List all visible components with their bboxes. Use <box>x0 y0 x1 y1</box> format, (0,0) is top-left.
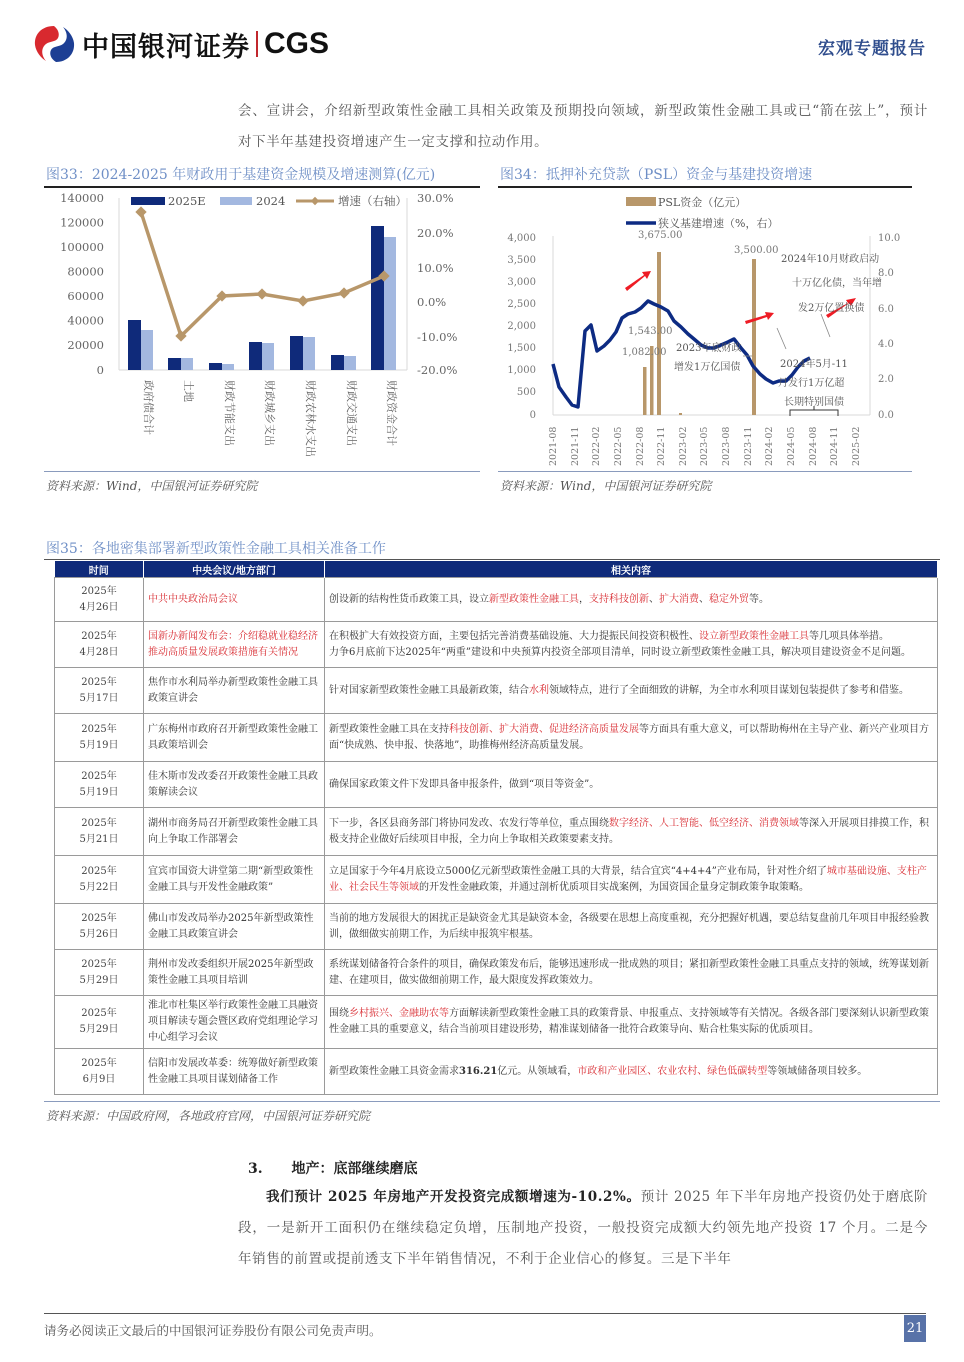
figure34-source-rule <box>498 471 912 472</box>
figure34-source: 资料来源：Wind，中国银河证券研究院 <box>500 479 712 493</box>
svg-text:2022-08: 2022-08 <box>635 426 646 466</box>
svg-text:2024-11: 2024-11 <box>829 426 840 466</box>
cell-date: 2025年 5月19日 <box>55 762 144 808</box>
svg-text:0: 0 <box>529 410 536 421</box>
cell-date: 2025年 5月19日 <box>55 714 144 762</box>
footer-disclaimer: 请务必阅读正文最后的中国银河证券股份有限公司免责声明。 <box>44 1323 382 1338</box>
cell-date: 2025年 5月22日 <box>55 856 144 904</box>
table-row <box>55 950 938 996</box>
cell-content: 新型政策性金融工具资金需求316.21亿元。从领域看，市政和产业园区、农业农村、绿色低碳转型等领域储备项目较多。 <box>325 1049 938 1095</box>
cell-content: 当前的地方发展很大的困扰正是缺资金尤其是缺资本金，各级要在思想上高度重视，充分把握好机遇，要总结复盘前几年项目申报经验教训，做细做实前期工作，为后续申报筑牢根基。 <box>325 904 938 950</box>
cell-dept: 佛山市发改局举办2025年新型政策性金融工具政策宣讲会 <box>144 904 325 950</box>
section3-lead: 我们预计 2025 年房地产开发投资完成额增速为-10.2%。 <box>266 1189 641 1205</box>
section3-paragraph <box>238 1182 928 1275</box>
svg-text:8.0: 8.0 <box>878 268 894 279</box>
svg-text:6.0: 6.0 <box>878 304 894 315</box>
figure34-annotations <box>674 252 882 416</box>
svg-text:4,000: 4,000 <box>507 233 536 244</box>
cell-content: 立足国家于今年4月底设立5000亿元新型政策性金融工具的大背景，结合宜宾“4+4+4”产业布局，针对性介绍了城市基础设施、支柱产业、社会民生等领域的开发性金融政策，并通过剖析优质项目实战案例，为国资国企量身定制政策争取策略。 <box>325 856 938 904</box>
svg-text:2024年10月财政启动: 2024年10月财政启动 <box>781 254 880 265</box>
svg-text:增发1万亿国债: 增发1万亿国债 <box>674 362 741 373</box>
figure34-left-axis <box>507 233 536 421</box>
cell-date: 2025年 5月26日 <box>55 904 144 950</box>
cell-content: 确保国家政策文件下发即具备申报条件，做到“项目等资金”。 <box>325 762 938 808</box>
intro-paragraph: 会、宣讲会，介绍新型政策性金融工具相关政策及预期投向领域，新型政策性金融工具或已“箭在弦上”，预计对下半年基建投资增速产生一定支撑和拉动作用。 <box>238 103 928 150</box>
table-row <box>55 668 938 714</box>
table-row <box>55 856 938 904</box>
cell-dept: 信阳市发展改革委：统筹做好新型政策性金融工具项目谋划储备工作 <box>144 1049 325 1095</box>
cell-date: 2025年 5月29日 <box>55 950 144 996</box>
cell-date: 2025年 4月26日 <box>55 578 144 622</box>
svg-text:3,500.00: 3,500.00 <box>734 245 779 256</box>
report-type: 宏观专题报告 <box>818 39 926 59</box>
svg-text:40000: 40000 <box>67 313 104 328</box>
svg-text:2022-02: 2022-02 <box>591 426 602 466</box>
svg-text:30.0%: 30.0% <box>417 191 454 205</box>
table-row <box>55 904 938 950</box>
svg-text:10.0%: 10.0% <box>417 261 454 275</box>
table-row <box>55 622 938 668</box>
figure34-legend <box>626 195 778 230</box>
figure33-x-axis <box>142 380 399 457</box>
table-row <box>55 1049 938 1095</box>
figure33-left-axis <box>60 191 104 377</box>
svg-text:-10.0%: -10.0% <box>417 330 458 344</box>
svg-text:20000: 20000 <box>67 338 104 352</box>
figure34-title: 图34：抵押补充贷款（PSL）资金与基建投资增速 <box>500 167 813 183</box>
svg-text:2024-08: 2024-08 <box>808 426 819 466</box>
cell-dept: 湖州市商务局召开新型政策性金融工具向上争取工作部署会 <box>144 808 325 856</box>
svg-text:3,000: 3,000 <box>507 277 536 288</box>
cell-dept: 焦作市水利局举办新型政策性金融工具政策宣讲会 <box>144 668 325 714</box>
cell-dept: 广东梅州市政府召开新型政策性金融工具政策培训会 <box>144 714 325 762</box>
brand-logo <box>32 24 329 64</box>
svg-text:2024年5月-11: 2024年5月-11 <box>780 359 848 370</box>
table-header-row <box>55 561 938 578</box>
svg-text:财政城乡支出: 财政城乡支出 <box>263 380 276 446</box>
svg-text:100000: 100000 <box>60 240 104 254</box>
svg-text:0.0%: 0.0% <box>417 295 447 309</box>
svg-text:发2万亿置换债: 发2万亿置换债 <box>798 303 865 314</box>
figure33-right-axis <box>417 191 457 377</box>
svg-text:-20.0%: -20.0% <box>417 363 458 377</box>
svg-text:长期特别国债: 长期特别国债 <box>784 397 844 408</box>
svg-text:10.0: 10.0 <box>878 233 901 244</box>
cell-dept: 淮北市杜集区举行政策性金融工具融资项目解读专题会暨区政府党组理论学习中心组学习会议 <box>144 996 325 1049</box>
figure35-title: 图35：各地密集部署新型政策性金融工具相关准备工作 <box>46 541 386 557</box>
cell-content: 在积极扩大有效投资方面，主要包括完善消费基础设施、大力提振民间投资积极性、设立新型政策性金融工具等几项具体举措。 力争6月底前下达2025年“两重”建设和中央预算内投资全部项目清单，同时设立新型政策性金融工具，解决项目建设资金不足问题。 <box>325 622 938 668</box>
figure33-legend <box>131 194 407 208</box>
svg-text:0: 0 <box>96 363 104 377</box>
figure34-right-axis <box>878 233 900 421</box>
figure34-infra-growth-line <box>553 301 810 407</box>
cell-date: 2025年 6月9日 <box>55 1049 144 1095</box>
section3-body: 预计 2025 年下半年房地产投资仍处于磨底阶段，一是新开工面积仍在继续稳定负增，压制地产投资，一般投资完成额大约领先地产投资 17 个月。二是今年销售的前置或提前透支下半年销售情况，不利于企业信心的修复。三是下半年 <box>238 1189 928 1267</box>
svg-text:60000: 60000 <box>67 289 104 303</box>
svg-text:2.0: 2.0 <box>878 374 894 385</box>
svg-text:2021-08: 2021-08 <box>548 426 559 466</box>
svg-text:2022-05: 2022-05 <box>613 426 624 466</box>
cell-date: 2025年 5月21日 <box>55 808 144 856</box>
svg-text:土地: 土地 <box>182 380 195 402</box>
svg-text:2021-11: 2021-11 <box>570 426 581 466</box>
cell-content: 系统谋划储备符合条件的项目，确保政策发布后，能够迅速形成一批成熟的项目；紧扣新型政策性金融工具重点支持的领域，统筹谋划新建、在建项目，做实做细前期工作，最大限度发挥政策效力。 <box>325 950 938 996</box>
svg-text:2,000: 2,000 <box>507 321 536 332</box>
svg-text:120000: 120000 <box>60 215 104 230</box>
svg-text:500: 500 <box>516 387 536 398</box>
svg-text:PSL资金（亿元）: PSL资金（亿元） <box>658 196 747 209</box>
svg-text:1,500: 1,500 <box>507 343 536 354</box>
svg-text:2025-02: 2025-02 <box>851 426 862 466</box>
figure33-source: 资料来源：Wind，中国银河证券研究院 <box>46 479 258 493</box>
cell-content: 下一步，各区县商务部门将协同发改、农发行等单位，重点围绕数字经济、人工智能、低空经济、消费领域等深入开展项目排摸工作，积极支持企业做好后续项目申报，全力向上争取相关政策要素支持。 <box>325 808 938 856</box>
svg-text:月发行1万亿超: 月发行1万亿超 <box>778 378 845 389</box>
svg-text:1,082.00: 1,082.00 <box>622 347 667 358</box>
svg-text:2023-05: 2023-05 <box>699 426 710 466</box>
svg-text:2023-02: 2023-02 <box>678 426 689 466</box>
legend-swatch-2025e <box>131 197 165 205</box>
figure35-source-rule <box>44 1101 940 1102</box>
figure34-x-axis <box>548 427 862 466</box>
cell-content: 围绕乡村振兴、金融助农等方面解读新型政策性金融工具的政策背景、申报重点、支持领域等有关情况。各级各部门要深刻认识新型政策性金融工具的重要意义，结合当前项目建设形势，精准谋划储备一批符合政策导向、贴合杜集实际的优质项目。 <box>325 996 938 1049</box>
svg-text:财政资金合计: 财政资金合计 <box>385 380 398 446</box>
svg-text:80000: 80000 <box>67 264 104 279</box>
cell-dept: 国新办新闻发布会：介绍稳就业稳经济推动高质量发展政策措施有关情况 <box>144 622 325 668</box>
section3-title: 地产：底部继续磨底 <box>291 1161 418 1177</box>
svg-text:140000: 140000 <box>60 191 104 205</box>
svg-text:十万亿化债，当年增: 十万亿化债，当年增 <box>792 278 882 289</box>
svg-text:3,500: 3,500 <box>507 255 536 266</box>
svg-text:1,000: 1,000 <box>507 365 536 376</box>
svg-text:狭义基建增速（%，右）: 狭义基建增速（%，右） <box>658 217 779 230</box>
figure33-chart <box>44 188 480 468</box>
figure33-source-rule <box>44 471 480 472</box>
svg-text:2024-05: 2024-05 <box>786 426 797 466</box>
table-row <box>55 714 938 762</box>
figure35-source: 资料来源：中国政府网，各地政府官网，中国银河证券研究院 <box>46 1109 371 1123</box>
svg-text:1,543.00: 1,543.00 <box>628 326 673 337</box>
svg-text:2022-11: 2022-11 <box>656 426 667 466</box>
legend-swatch-2024 <box>220 197 252 205</box>
section3-number: 3. <box>248 1161 263 1177</box>
section3-heading <box>248 1158 418 1178</box>
cell-dept: 佳木斯市发改委召开政策性金融工具政策解读会议 <box>144 762 325 808</box>
figure33-growth-line <box>135 206 389 341</box>
svg-text:2024: 2024 <box>256 194 286 208</box>
cell-dept: 宜宾市国资大讲堂第二期“新型政策性金融工具与开发性金融政策” <box>144 856 325 904</box>
svg-text:2023-11: 2023-11 <box>743 426 754 466</box>
svg-text:政府债合计: 政府债合计 <box>142 380 155 435</box>
svg-text:4.0: 4.0 <box>878 339 894 350</box>
svg-text:20.0%: 20.0% <box>417 226 454 240</box>
figure34-chart <box>498 188 928 468</box>
figure35-table-wrap <box>54 561 938 1095</box>
cell-date: 2025年 5月29日 <box>55 996 144 1049</box>
cell-dept: 中共中央政治局会议 <box>144 578 325 622</box>
cgs-logo-icon <box>32 24 76 64</box>
svg-text:财政交通支出: 财政交通支出 <box>345 380 358 446</box>
brand-divider <box>256 31 258 57</box>
svg-text:0.0: 0.0 <box>878 410 894 421</box>
svg-text:2023-08: 2023-08 <box>721 426 732 466</box>
table-row <box>55 996 938 1049</box>
svg-text:财政农林水支出: 财政农林水支出 <box>304 380 317 457</box>
page-number: 21 <box>904 1315 926 1342</box>
svg-text:增速（右轴）: 增速（右轴） <box>338 194 407 208</box>
table-row <box>55 808 938 856</box>
brand-name-cn: 中国银河证券 <box>82 31 250 63</box>
figure35-rule <box>44 559 940 560</box>
cell-content: 创设新的结构性货币政策工具，设立新型政策性金融工具，支持科技创新、扩大消费、稳定外贸等。 <box>325 578 938 622</box>
svg-text:2023年底财政: 2023年底财政 <box>676 343 742 354</box>
header-content: 相关内容 <box>325 561 938 578</box>
svg-text:财政节能支出: 财政节能支出 <box>223 380 236 446</box>
table-row <box>55 762 938 808</box>
cell-dept: 荆州市发改委组织开展2025年新型政策性金融工具项目培训 <box>144 950 325 996</box>
table-row <box>55 578 938 622</box>
header-date: 时间 <box>55 561 144 578</box>
cell-date: 2025年 4月28日 <box>55 622 144 668</box>
svg-text:3,675.00: 3,675.00 <box>638 230 683 241</box>
svg-text:2025E: 2025E <box>168 194 206 208</box>
footer-rule <box>44 1313 926 1314</box>
svg-text:2,500: 2,500 <box>507 299 536 310</box>
brand-name-en: CGS <box>264 27 330 60</box>
cell-content: 新型政策性金融工具在支持科技创新、扩大消费、促进经济高质量发展等方面具有重大意义，可以帮助梅州在主导产业、新兴产业项目方面“快成熟、快申报、快落地”，助推梅州经济高质量发展。 <box>325 714 938 762</box>
figure33-title: 图33：2024-2025 年财政用于基建资金规模及增速测算(亿元) <box>46 167 436 183</box>
cell-date: 2025年 5月17日 <box>55 668 144 714</box>
cell-content: 针对国家新型政策性金融工具最新政策，结合水利领域特点，进行了全面细致的讲解，为全市水利项目谋划包装提供了参考和借鉴。 <box>325 668 938 714</box>
svg-text:2024-02: 2024-02 <box>764 426 775 466</box>
header-dept: 中央会议/地方部门 <box>144 561 325 578</box>
policy-table <box>54 561 938 1095</box>
